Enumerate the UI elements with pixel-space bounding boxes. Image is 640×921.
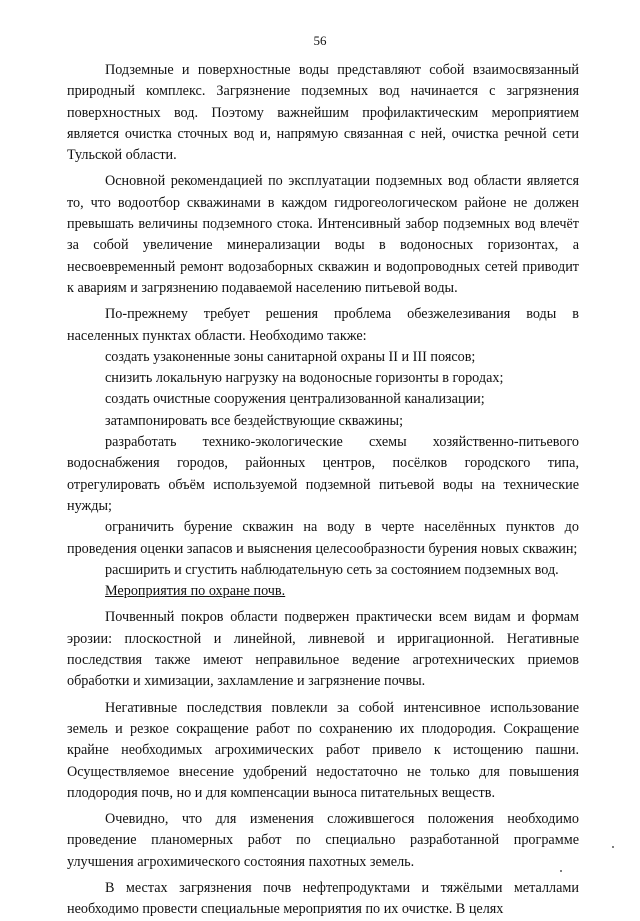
page-number: 56: [313, 33, 327, 48]
paragraph-planned-works: Очевидно, что для изменения сложившегося положения необходимо проведение планомерных работ по специально разработанной программе улучшения агрохимического состояния пахотных земель.: [67, 811, 579, 870]
list-item-plug-wells: затампонировать все бездействующие скважины;: [105, 412, 404, 429]
paragraph-groundwater-complex: Подземные и поверхностные воды представляют собой взаимосвязанный природный комплекс. Загрязнение подземных вод начинается с загрязнения поверхностных вод. Поэтому важнейшим профилактическим мероприятием является очистка сточных вод и, напрямую связанная с ней, очистка речной сети Тульской области.: [67, 62, 579, 164]
paragraph-contamination-sites: В местах загрязнения почв нефтепродуктами и тяжёлыми металлами необходимо провести специальные мероприятия по их очистке. В целях: [67, 879, 579, 918]
list-item-reduce-load: снизить локальную нагрузку на водоносные горизонты в городах;: [105, 370, 504, 387]
section-heading-text: Мероприятия по охране почв.: [105, 583, 286, 600]
list-item-water-supply-schemes: разработать технико-экологические схемы хозяйственно-питьевого водоснабжения городов, районных центров, посёлков городского типа, отрегулировать объём используемой подземной питьевой воды на технические нужды;: [67, 434, 579, 514]
list-item-limit-drilling: ограничить бурение скважин на воду в черте населённых пунктов до проведения оценки запасов и выяснения целесообразности бурения новых скважин;: [67, 519, 579, 557]
list-item-sanitary-zones: создать узаконенные зоны санитарной охраны II и III поясов;: [105, 348, 476, 365]
scan-speck: [612, 846, 614, 848]
list-item-treatment-facilities: создать очистные сооружения централизованной канализации;: [105, 391, 485, 408]
section-heading-soil-protection: [67, 581, 579, 602]
paragraph-iron-removal: По-прежнему требует решения проблема обезжелезивания воды в населенных пунктах области. Необходимо также:: [67, 306, 579, 344]
document-body: [67, 60, 579, 921]
paragraph-negative-consequences: Негативные последствия повлекли за собой интенсивное использование земель и резкое сокращение работ по сохранению их плодородия. Сокращение крайне необходимых агрохимических работ привело к истощению пашни. Осуществляемое внесение удобрений недостаточно не только для повышения плодородия почв, но и для компенсации выноса питательных веществ.: [67, 699, 579, 801]
paragraph-soil-erosion: Почвенный покров области подвержен практически всем видам и формам эрозии: плоскостной и линейной, ливневой и ирригационной. Негативные последствия также имеют неправильное ведение агротехнических приемов обработки и химизации, захламление и загрязнение почвы.: [67, 609, 579, 690]
paragraph-main-recommendation: Основной рекомендацией по эксплуатации подземных вод области является то, что водоотбор скважинами в каждом гидрогеологическом районе не должен превышать величины подземного стока. Интенсивный забор подземных вод влечёт за собой увеличение минерализации воды в водоносных горизонтах, а несвоевременный ремонт водозаборных скважин и водопроводных сетей приводит к авариям и загрязнению подаваемой населению питьевой воды.: [67, 173, 579, 296]
list-item-monitoring-network: расширить и сгустить наблюдательную сеть за состоянием подземных вод.: [105, 561, 559, 578]
scan-speck: [560, 870, 562, 872]
